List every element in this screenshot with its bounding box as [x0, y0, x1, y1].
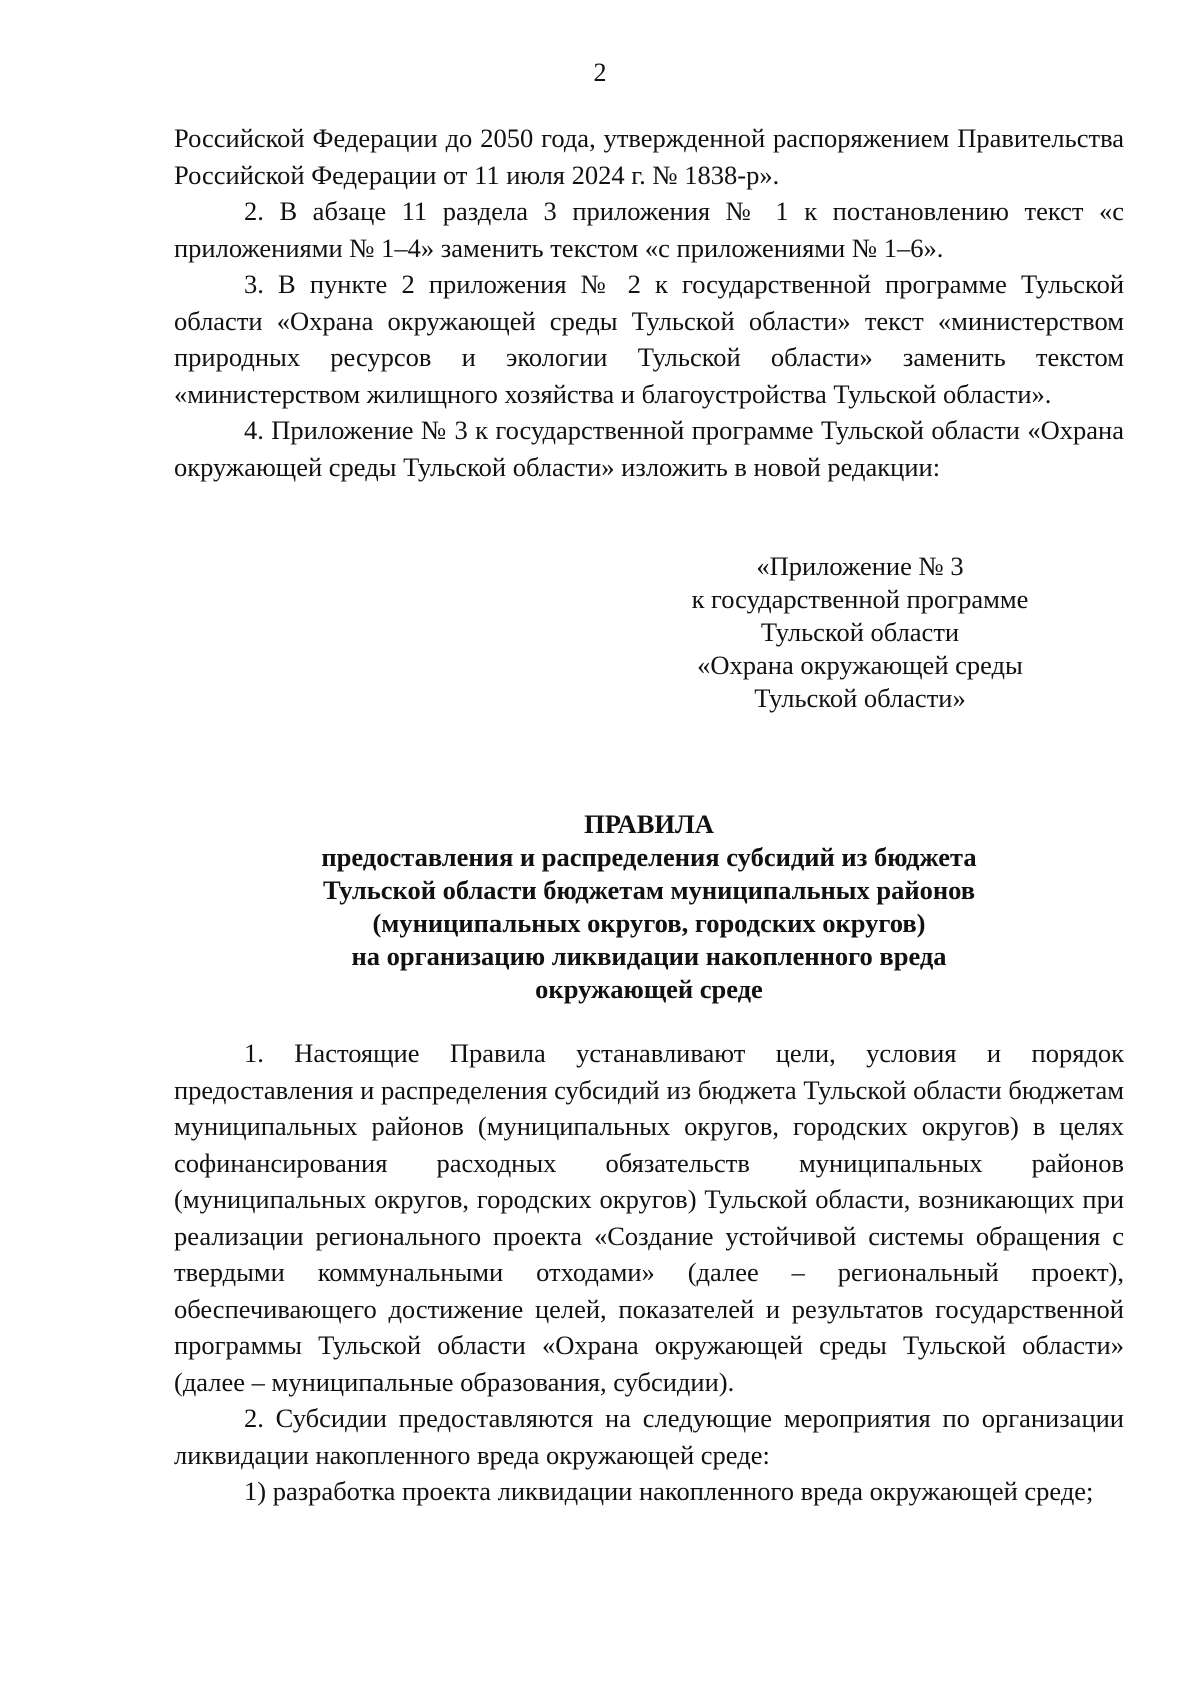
rules-subtitle-line: окружающей среде	[535, 974, 763, 1004]
rules-subtitle-line: предоставления и распределения субсидий из бюджета	[321, 842, 977, 872]
appendix-line: Тульской области»	[754, 683, 966, 713]
page-number: 2	[593, 58, 607, 87]
amendment-paragraphs	[174, 120, 1124, 485]
paragraph-item-3: 3. В пункте 2 приложения № 2 к государственной программе Тульской области «Охрана окружающей среды Тульской области» текст «министерством природных ресурсов и экологии Тульской области» заменить текстом «министерством жилищного хозяйства и благоустройства Тульской области».	[174, 269, 1124, 409]
paragraph-continuation: Российской Федерации до 2050 года, утвержденной распоряжением Правительства Российской Федерации от 11 июля 2024 г. № 1838-р».	[174, 123, 1124, 190]
rules-paragraph-1: 1. Настоящие Правила устанавливают цели, условия и порядок предоставления и распределения субсидий из бюджета Тульской области бюджетам муниципальных районов (муниципальных округов, городских округов) в целях софинансирования расходных обязательств муниципальных районов (муниципальных округов, городских округов) Тульской области, возникающих при реализации регионального проекта «Создание устойчивой системы обращения с твердыми коммунальными отходами» (далее – региональный проект), обеспечивающего достижение целей, показателей и результатов государственной программы Тульской области «Охрана окружающей среды Тульской области» (далее – муниципальные образования, субсидии).	[174, 1038, 1124, 1397]
rules-subtitle-line: на организацию ликвидации накопленного вреда	[351, 941, 947, 971]
paragraph-item-4: 4. Приложение № 3 к государственной программе Тульской области «Охрана окружающей среды Тульской области» изложить в новой редакции:	[174, 415, 1124, 482]
rules-subitem-1: 1) разработка проекта ликвидации накопленного вреда окружающей среде;	[244, 1476, 1094, 1506]
appendix-line: «Приложение № 3	[756, 551, 964, 581]
paragraph-item-2: 2. В абзаце 11 раздела 3 приложения № 1 к постановлению текст «с приложениями № 1–4» заменить текстом «с приложениями № 1–6».	[174, 196, 1124, 263]
rules-subtitle-line: Тульской области бюджетам муниципальных районов	[322, 875, 976, 905]
appendix-line: «Охрана окружающей среды	[697, 650, 1023, 680]
rules-title: ПРАВИЛА	[584, 809, 714, 839]
appendix-line: к государственной программе	[691, 584, 1029, 614]
rules-body	[174, 1035, 1124, 1510]
rules-title-block	[174, 808, 1124, 1006]
appendix-heading	[670, 550, 1050, 715]
rules-paragraph-2: 2. Субсидии предоставляются на следующие мероприятия по организации ликвидации накопленного вреда окружающей среде:	[174, 1403, 1124, 1470]
rules-subtitle-line: (муниципальных округов, городских округов)	[372, 908, 926, 938]
appendix-line: Тульской области	[760, 617, 960, 647]
